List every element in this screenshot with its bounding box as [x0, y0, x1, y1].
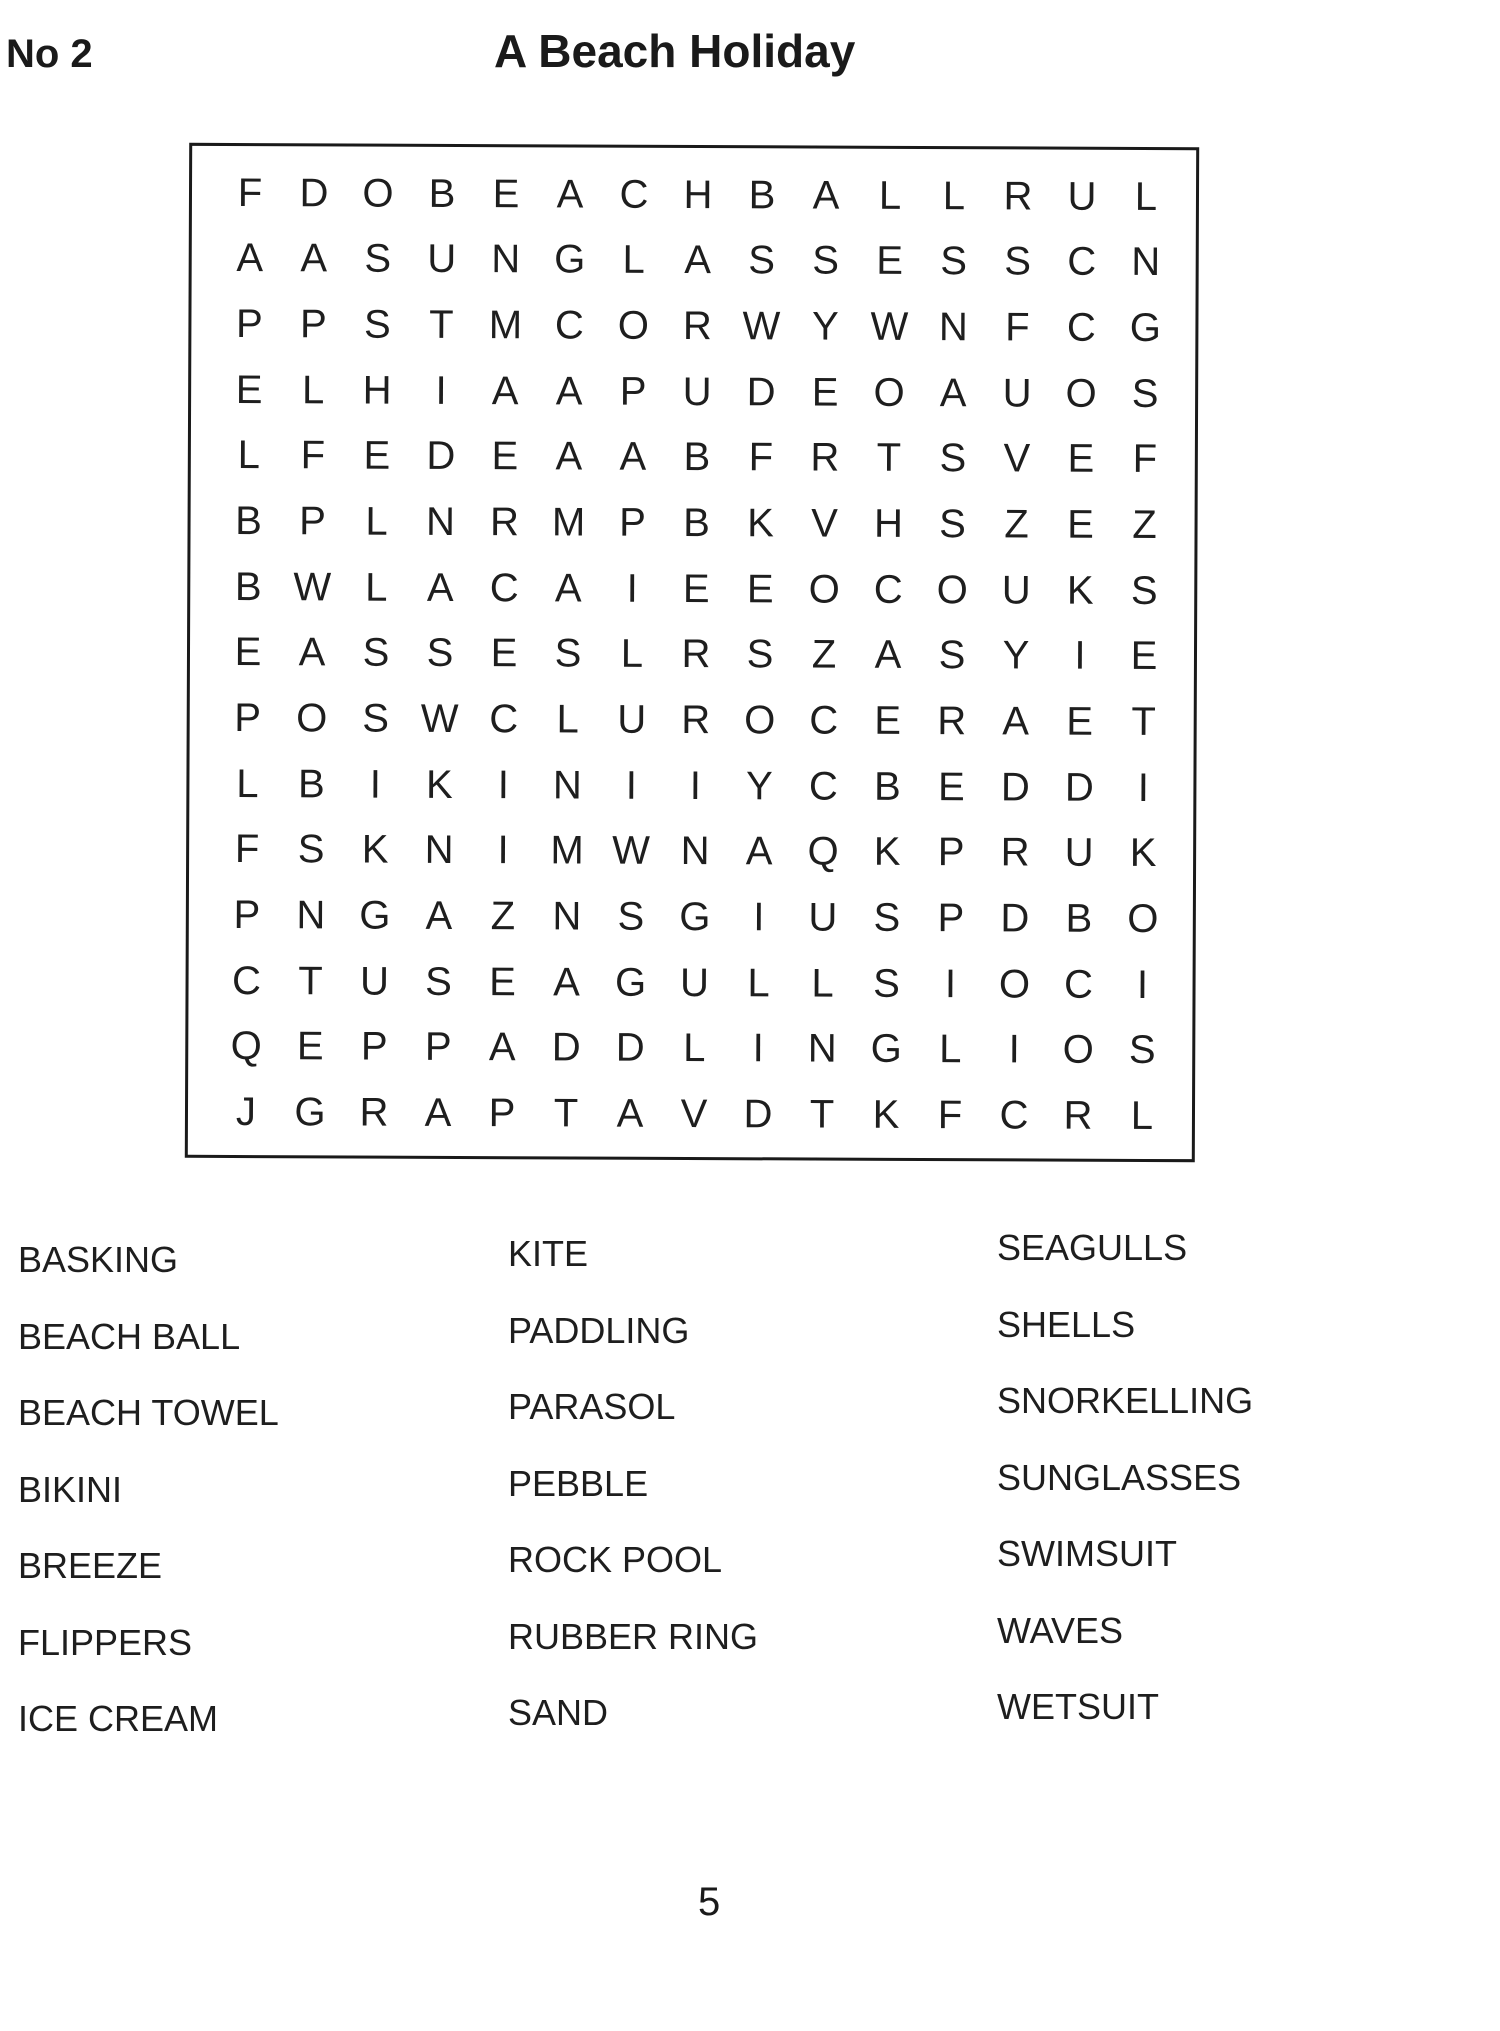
grid-letter[interactable]: K — [1066, 568, 1094, 613]
grid-letter[interactable]: K — [873, 830, 901, 875]
grid-letter[interactable]: E — [1130, 634, 1158, 679]
grid-letter[interactable]: K — [425, 762, 453, 807]
grid-letter[interactable]: H — [683, 172, 713, 217]
grid-letter[interactable]: E — [1067, 437, 1095, 482]
grid-letter[interactable]: S — [426, 631, 454, 676]
grid-letter[interactable]: S — [362, 696, 390, 741]
word-list-item: SEAGULLS — [997, 1227, 1188, 1268]
grid-letter[interactable]: K — [1129, 831, 1157, 876]
grid-letter[interactable]: S — [1004, 239, 1032, 284]
grid-letter[interactable]: A — [812, 173, 840, 218]
grid-letter[interactable]: A — [425, 893, 453, 939]
grid-letter[interactable]: S — [363, 302, 391, 347]
grid-letter[interactable]: A — [555, 369, 583, 414]
grid-letter[interactable]: C — [873, 567, 903, 612]
grid-letter[interactable]: P — [233, 893, 261, 938]
grid-letter[interactable]: B — [297, 762, 325, 807]
grid-letter[interactable]: T — [876, 436, 902, 481]
grid-letter[interactable]: A — [555, 434, 583, 480]
grid-letter[interactable]: S — [364, 237, 392, 282]
grid-letter[interactable]: L — [237, 433, 261, 478]
grid-letter[interactable]: E — [811, 370, 839, 415]
grid-letter[interactable]: T — [298, 959, 323, 1004]
grid-letter[interactable]: O — [1062, 1028, 1094, 1073]
word-list-item: BIKINI — [18, 1468, 123, 1510]
grid-letter[interactable]: D — [1064, 765, 1094, 810]
grid-letter[interactable]: R — [937, 699, 967, 744]
grid-letter[interactable]: N — [424, 828, 454, 873]
puzzle-number: No 2 — [6, 32, 93, 76]
grid-letter[interactable]: U — [680, 960, 710, 1005]
grid-letter[interactable]: P — [937, 896, 965, 941]
grid-letter[interactable]: B — [1065, 896, 1093, 941]
grid-letter[interactable]: U — [1002, 371, 1032, 416]
grid-letter[interactable]: S — [940, 239, 968, 284]
grid-letter[interactable]: K — [872, 1092, 900, 1138]
grid-letter[interactable]: B — [235, 499, 263, 544]
grid-letter[interactable]: C — [489, 565, 519, 611]
grid-letter[interactable]: A — [426, 565, 454, 610]
word-list-item: SWIMSUIT — [997, 1533, 1177, 1574]
grid-letter[interactable]: Z — [1132, 503, 1157, 548]
grid-letter[interactable]: U — [427, 237, 457, 282]
grid-letter[interactable]: R — [682, 304, 712, 349]
grid-letter[interactable]: L — [683, 1026, 706, 1071]
grid-letter[interactable]: S — [939, 436, 967, 481]
grid-letter[interactable]: U — [360, 959, 390, 1004]
grid-letter[interactable]: L — [620, 632, 644, 677]
grid-letter[interactable]: S — [812, 239, 840, 284]
grid-letter[interactable]: S — [425, 959, 453, 1004]
word-list-item: SUNGLASSES — [997, 1456, 1242, 1498]
grid-letter[interactable]: S — [362, 631, 390, 676]
grid-letter[interactable]: I — [689, 763, 702, 808]
grid-letter[interactable]: I — [1008, 1027, 1020, 1072]
grid-letter[interactable]: F — [300, 433, 326, 478]
word-list-item: SNORKELLING — [997, 1380, 1254, 1421]
word-list-item: BASKING — [18, 1239, 179, 1280]
grid-letter[interactable]: P — [619, 369, 647, 414]
grid-letter[interactable]: N — [491, 237, 521, 282]
grid-letter[interactable]: T — [429, 303, 454, 348]
grid-letter[interactable]: B — [873, 764, 901, 809]
grid-letter[interactable]: M — [551, 500, 586, 545]
grid-letter[interactable]: D — [1000, 765, 1030, 810]
word-list-item: SAND — [508, 1692, 609, 1733]
grid-letter[interactable]: E — [746, 567, 774, 612]
word-list-column-3 — [997, 1227, 1254, 1766]
grid-letter[interactable]: H — [362, 368, 392, 413]
grid-letter[interactable]: U — [617, 697, 647, 742]
page-number: 5 — [698, 1880, 721, 1924]
grid-letter[interactable]: E — [234, 630, 262, 675]
grid-letter[interactable]: V — [680, 1092, 708, 1137]
grid-letter[interactable]: A — [1002, 699, 1030, 744]
grid-letter[interactable]: C — [1066, 305, 1096, 350]
grid-letter[interactable]: W — [612, 829, 651, 874]
grid-letter[interactable]: P — [360, 1025, 388, 1070]
grid-letter[interactable]: S — [297, 827, 325, 872]
grid-letter[interactable]: L — [365, 565, 388, 610]
grid-letter[interactable]: A — [556, 172, 584, 217]
grid-letter[interactable]: S — [1130, 568, 1158, 613]
grid-letter[interactable]: P — [299, 302, 327, 347]
grid-letter[interactable]: D — [746, 370, 776, 415]
grid-letter[interactable]: P — [937, 830, 965, 875]
grid-letter[interactable]: A — [236, 236, 264, 281]
grid-letter[interactable]: R — [1063, 1093, 1093, 1138]
grid-letter[interactable]: I — [497, 762, 510, 808]
grid-letter[interactable]: G — [679, 895, 711, 940]
grid-letter[interactable]: N — [1131, 240, 1161, 285]
word-list-item: BEACH TOWEL — [18, 1392, 279, 1433]
word-list-item: ICE CREAM — [18, 1698, 219, 1739]
grid-letter[interactable]: E — [491, 434, 519, 479]
grid-letter[interactable]: B — [683, 501, 711, 546]
grid-letter[interactable]: C — [808, 764, 838, 809]
grid-letter[interactable]: S — [746, 632, 774, 677]
grid-letter[interactable]: R — [359, 1090, 389, 1135]
grid-letter[interactable]: V — [1003, 436, 1031, 481]
grid-letter[interactable]: I — [1137, 765, 1150, 810]
word-list-item: PADDLING — [508, 1309, 690, 1351]
grid-letter[interactable]: N — [938, 305, 968, 350]
grid-letter[interactable]: A — [616, 1091, 644, 1136]
grid-letter[interactable]: S — [1131, 371, 1159, 416]
grid-letter[interactable]: F — [937, 1093, 963, 1138]
grid-letter[interactable]: J — [235, 1090, 257, 1135]
grid-letter[interactable]: L — [942, 173, 966, 219]
grid-letter[interactable]: P — [299, 499, 327, 544]
grid-letter[interactable]: D — [426, 434, 456, 479]
grid-letter[interactable]: B — [683, 435, 711, 480]
grid-letter[interactable]: O — [296, 696, 328, 741]
grid-letter[interactable]: D — [615, 1026, 645, 1071]
grid-letter[interactable]: B — [234, 564, 262, 609]
word-list-item: PEBBLE — [508, 1462, 649, 1504]
grid-letter[interactable]: C — [232, 958, 262, 1003]
grid-letter[interactable]: O — [617, 303, 650, 348]
grid-letter[interactable]: F — [237, 170, 263, 215]
grid-letter[interactable]: O — [744, 698, 776, 743]
grid-letter[interactable]: F — [1132, 437, 1158, 482]
grid-letter[interactable]: U — [682, 369, 712, 414]
grid-letter[interactable]: O — [808, 567, 840, 612]
word-list-item: BREEZE — [18, 1545, 163, 1586]
grid-letter[interactable]: O — [873, 370, 905, 415]
grid-letter[interactable]: E — [489, 959, 517, 1005]
word-search-frame — [185, 143, 1199, 1162]
grid-letter[interactable]: P — [235, 302, 263, 347]
grid-letter[interactable]: L — [622, 238, 645, 283]
grid-letter[interactable]: E — [876, 239, 904, 284]
grid-letter[interactable]: Y — [811, 304, 839, 349]
grid-letter[interactable]: V — [811, 501, 839, 546]
grid-letter[interactable]: Z — [490, 894, 516, 939]
grid-letter[interactable]: E — [874, 698, 902, 744]
word-list-column-1 — [18, 1239, 279, 1778]
grid-letter[interactable]: S — [938, 633, 966, 678]
grid-letter[interactable]: G — [359, 893, 391, 938]
grid-letter[interactable]: I — [1074, 634, 1086, 679]
grid-letter[interactable]: S — [873, 961, 900, 1006]
grid-letter[interactable]: E — [1067, 502, 1095, 547]
grid-letter[interactable]: R — [810, 435, 840, 481]
grid-letter[interactable]: R — [490, 500, 520, 545]
grid-letter[interactable]: L — [747, 961, 770, 1006]
grid-letter[interactable]: E — [490, 631, 518, 676]
grid-letter[interactable]: G — [1129, 306, 1162, 351]
grid-letter[interactable]: A — [745, 829, 773, 874]
grid-letter[interactable]: C — [1064, 962, 1094, 1007]
grid-letter[interactable]: L — [1130, 1094, 1154, 1139]
grid-letter[interactable]: N — [296, 893, 326, 938]
grid-letter[interactable]: G — [554, 237, 586, 283]
grid-letter[interactable]: O — [1065, 371, 1097, 416]
grid-letter[interactable]: F — [234, 827, 260, 872]
grid-letter[interactable]: S — [1128, 1028, 1156, 1073]
grid-letter[interactable]: L — [811, 961, 834, 1006]
grid-letter[interactable]: C — [1067, 240, 1097, 285]
grid-letter[interactable]: D — [299, 171, 329, 216]
grid-letter[interactable]: N — [426, 499, 456, 545]
letter-grid — [214, 160, 1178, 1149]
grid-letter[interactable]: Q — [230, 1024, 262, 1069]
grid-letter[interactable]: A — [298, 630, 326, 675]
word-list-item: PARASOL — [508, 1386, 676, 1427]
grid-letter[interactable]: R — [1003, 174, 1033, 219]
grid-letter[interactable]: R — [681, 698, 711, 743]
grid-letter[interactable]: T — [553, 1091, 579, 1136]
grid-letter[interactable]: L — [365, 499, 388, 544]
grid-letter[interactable]: S — [748, 238, 776, 283]
grid-letter[interactable]: I — [752, 1026, 764, 1071]
grid-letter[interactable]: I — [497, 828, 509, 873]
grid-letter[interactable]: B — [428, 171, 456, 216]
grid-letter[interactable]: U — [1067, 174, 1097, 219]
grid-letter[interactable]: N — [552, 763, 582, 808]
grid-letter[interactable]: M — [488, 303, 523, 348]
grid-letter[interactable]: A — [424, 1090, 452, 1136]
grid-letter[interactable]: E — [1066, 699, 1094, 744]
grid-letter[interactable]: N — [807, 1026, 837, 1072]
grid-letter[interactable]: A — [491, 368, 519, 414]
grid-letter[interactable]: I — [753, 895, 765, 940]
grid-letter[interactable]: D — [1000, 896, 1030, 941]
grid-letter[interactable]: E — [682, 566, 710, 611]
grid-letter[interactable]: Y — [1002, 633, 1030, 678]
grid-letter[interactable]: L — [556, 697, 579, 742]
grid-letter[interactable]: M — [550, 828, 584, 874]
grid-letter[interactable]: E — [937, 764, 965, 810]
grid-letter[interactable]: C — [809, 698, 839, 743]
grid-letter[interactable]: W — [420, 696, 459, 742]
grid-letter[interactable]: I — [369, 762, 382, 807]
grid-letter[interactable]: I — [626, 566, 638, 611]
grid-letter[interactable]: U — [1064, 831, 1094, 876]
grid-letter[interactable]: E — [235, 367, 263, 412]
grid-letter[interactable]: C — [999, 1093, 1029, 1138]
grid-letter[interactable]: R — [1000, 830, 1030, 875]
grid-letter[interactable]: F — [1005, 305, 1030, 350]
grid-letter[interactable]: I — [435, 368, 447, 413]
grid-letter[interactable]: Y — [745, 764, 773, 809]
grid-letter[interactable]: Z — [1004, 502, 1029, 547]
grid-letter[interactable]: T — [809, 1092, 835, 1137]
grid-letter[interactable]: S — [554, 631, 582, 677]
grid-letter[interactable]: C — [554, 303, 584, 348]
grid-letter[interactable]: E — [492, 171, 520, 217]
grid-letter[interactable]: R — [681, 632, 711, 677]
grid-letter[interactable]: K — [361, 828, 389, 873]
grid-letter[interactable]: S — [939, 502, 967, 547]
grid-letter[interactable]: L — [1134, 174, 1158, 219]
grid-letter[interactable]: H — [874, 501, 904, 547]
grid-letter[interactable]: A — [684, 238, 712, 283]
grid-letter[interactable]: D — [551, 1025, 581, 1071]
grid-letter[interactable]: K — [747, 501, 775, 546]
grid-letter[interactable]: O — [362, 171, 394, 216]
word-list-item: BEACH BALL — [18, 1315, 241, 1357]
grid-letter[interactable]: Q — [807, 829, 839, 875]
word-list-item: ROCK POOL — [508, 1539, 723, 1580]
grid-letter[interactable]: C — [489, 697, 519, 742]
grid-letter[interactable]: A — [554, 566, 582, 611]
grid-letter[interactable]: A — [300, 236, 328, 281]
grid-letter[interactable]: N — [680, 829, 710, 874]
grid-letter[interactable]: B — [748, 173, 776, 218]
grid-letter[interactable]: A — [619, 435, 647, 480]
word-list-item: FLIPPERS — [18, 1621, 193, 1663]
grid-letter[interactable]: S — [617, 894, 645, 939]
grid-letter[interactable]: L — [878, 173, 902, 218]
grid-letter[interactable]: Z — [811, 633, 837, 678]
grid-letter[interactable]: A — [874, 633, 902, 678]
grid-letter[interactable]: L — [236, 761, 259, 806]
grid-letter[interactable]: S — [873, 895, 901, 941]
grid-letter[interactable]: O — [1127, 897, 1159, 942]
grid-letter[interactable]: P — [619, 500, 647, 545]
grid-letter[interactable]: W — [293, 565, 332, 610]
grid-letter[interactable]: E — [296, 1024, 324, 1069]
grid-letter[interactable]: A — [488, 1025, 516, 1070]
grid-letter[interactable]: W — [870, 304, 909, 350]
grid-letter[interactable]: P — [488, 1091, 516, 1136]
grid-letter[interactable]: C — [619, 172, 649, 217]
grid-letter[interactable]: N — [552, 894, 582, 939]
grid-letter[interactable]: A — [553, 960, 580, 1005]
word-list-item: KITE — [508, 1233, 589, 1274]
page-title: A Beach Holiday — [494, 25, 856, 77]
word-list-column-2 — [508, 1233, 759, 1772]
grid-letter[interactable]: I — [1136, 962, 1149, 1007]
word-list-item: WETSUIT — [997, 1686, 1159, 1727]
grid-letter[interactable]: I — [625, 763, 638, 808]
grid-letter[interactable]: L — [939, 1027, 962, 1072]
grid-letter[interactable]: I — [944, 961, 957, 1006]
word-list-item: SHELLS — [997, 1303, 1136, 1345]
grid-letter[interactable]: P — [424, 1025, 452, 1070]
grid-letter[interactable]: G — [294, 1090, 326, 1135]
grid-letter[interactable]: A — [939, 370, 967, 416]
grid-letter[interactable]: T — [1131, 700, 1157, 745]
word-list-item: RUBBER RING — [508, 1615, 759, 1657]
grid-letter[interactable]: W — [742, 304, 781, 349]
grid-letter[interactable]: F — [748, 435, 774, 480]
grid-letter[interactable]: E — [363, 434, 391, 479]
grid-letter[interactable]: P — [234, 696, 262, 741]
grid-letter[interactable]: L — [301, 368, 325, 413]
grid-letter[interactable]: G — [870, 1027, 902, 1072]
grid-letter[interactable]: O — [998, 962, 1031, 1007]
word-list-item: WAVES — [997, 1609, 1124, 1651]
grid-letter[interactable]: O — [936, 567, 968, 613]
grid-letter[interactable]: U — [808, 895, 838, 940]
grid-letter[interactable]: G — [614, 960, 647, 1005]
grid-letter[interactable]: D — [743, 1092, 773, 1137]
grid-letter[interactable]: U — [1001, 568, 1031, 613]
